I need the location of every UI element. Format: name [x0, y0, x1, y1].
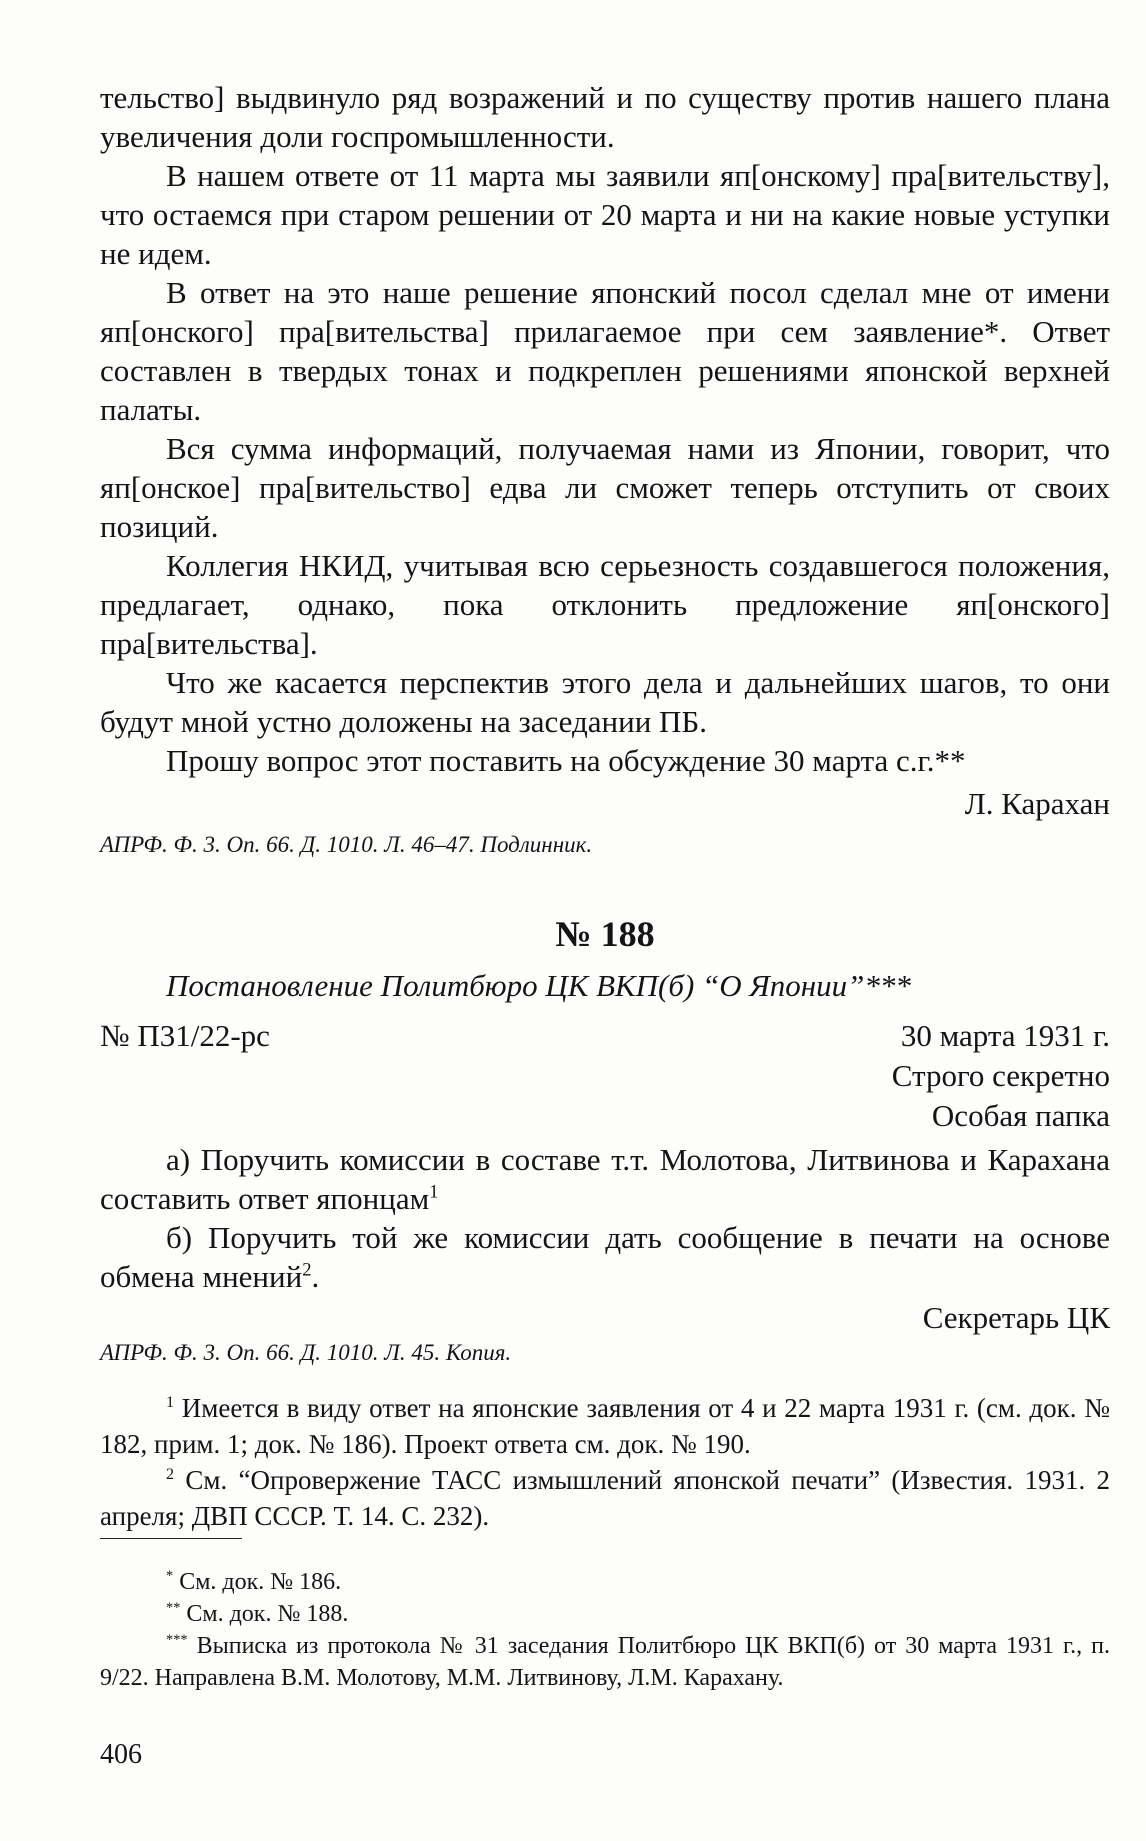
footnotes [100, 1566, 1110, 1694]
document-number: № 188 [555, 914, 655, 954]
document-source: АПРФ. Ф. 3. Оп. 66. Д. 1010. Л. 45. Копия. [100, 1340, 512, 1365]
letter-body [100, 78, 1110, 823]
document-signature: Секретарь ЦК [922, 1300, 1110, 1335]
footnote: * См. док. № 186. [166, 1568, 342, 1595]
letter-paragraph: Прошу вопрос этот поставить на обсуждение 30 марта с.г.** [166, 743, 966, 778]
endnote: $^2$ См. “Опровержение ТАСС измышлений японской печати” (Известия. 1931. 2 апреля; ДВП СССР. Т. 14. С. 232). [100, 1465, 1110, 1531]
page-number: 406 [100, 1739, 142, 1770]
letter-paragraph: Коллегия НКИД, учитывая всю серьезность создавшегося положения, предлагает, однако, пока отклонить предложение яп[онского] пра[вительства]. [100, 548, 1110, 661]
resolution-items [100, 1140, 1110, 1337]
endnotes [100, 1390, 1110, 1534]
secrecy-label: Строго секретно [891, 1058, 1110, 1093]
resolution-item: б) Поручить той же комиссии дать сообщение в печати на основе обмена мнений$^2$. [100, 1220, 1110, 1294]
document-title: Постановление Политбюро ЦК ВКП(б) “О Японии”*** [166, 968, 911, 1003]
endnote-ref: 1 [429, 1181, 439, 1203]
letter-paragraph: Вся сумма информаций, получаемая нами из Японии, говорит, что яп[онское] пра[вительство] едва ли сможет теперь отступить от своих позиций. [100, 431, 1110, 544]
footnote: *** Выписка из протокола № 31 заседания Политбюро ЦК ВКП(б) от 30 марта 1931 г., п. 9/22. Направлена В.М. Молотову, М.М. Литвинову, Л.М. Карахану. [100, 1632, 1110, 1691]
letter-signature: Л. Карахан [964, 786, 1110, 821]
footnote-divider [100, 1538, 242, 1539]
letter-paragraph: тельство] выдвинуло ряд возражений и по существу против нашего плана увеличения доли госпромышленности. [100, 80, 1110, 154]
protocol-number: № П31/22-рс [100, 1018, 270, 1053]
letter-paragraph: Что же касается перспектив этого дела и дальнейших шагов, то они будут мной устно доложены на заседании ПБ. [100, 665, 1110, 739]
endnote: $^1$ Имеется в виду ответ на японские заявления от 4 и 22 марта 1931 г. (см. док. № 182, прим. 1; док. № 186). Проект ответа см. док. № 190. [100, 1393, 1110, 1459]
document-meta-row [100, 1016, 1110, 1055]
letter-paragraph: В ответ на это наше решение японский посол сделал мне от имени яп[онского] пра[вительства] прилагаемое при сем заявление*. Ответ составлен в твердых тонах и подкреплен решениями японской верхней палаты. [100, 275, 1110, 427]
footnote: ** См. док. № 188. [166, 1600, 349, 1627]
resolution-item: а) Поручить комиссии в составе т.т. Молотова, Литвинова и Карахана составить ответ японцам$^1$ [100, 1142, 1110, 1216]
folder-label: Особая папка [931, 1098, 1110, 1133]
endnote-ref: 2 [302, 1259, 312, 1281]
letter-source: АПРФ. Ф. 3. Оп. 66. Д. 1010. Л. 46–47. Подлинник. [100, 832, 593, 857]
document-date: 30 марта 1931 г. [900, 1018, 1110, 1053]
letter-paragraph: В нашем ответе от 11 марта мы заявили яп[онскому] пра[вительству], что остаемся при старом решении от 20 марта и ни на какие новые уступки не идем. [100, 158, 1110, 271]
